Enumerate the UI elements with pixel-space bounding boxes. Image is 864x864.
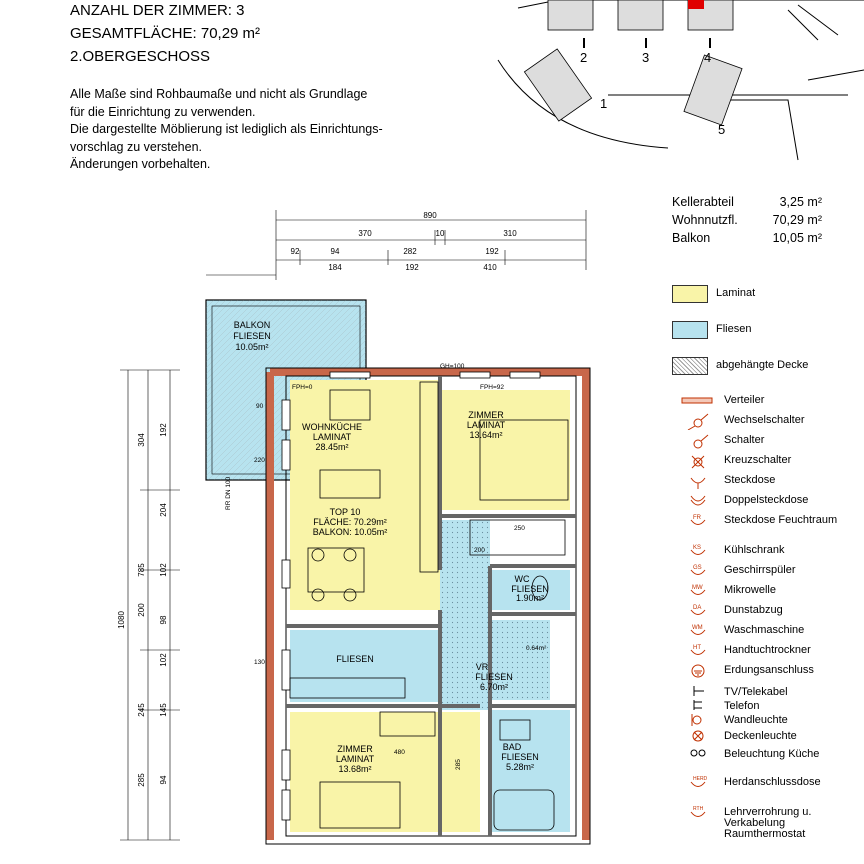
dimension-label: 370	[358, 229, 372, 238]
dimension-label: 98	[159, 615, 168, 625]
ceiling-swatch	[672, 357, 708, 375]
room-name: ZIMMER	[337, 744, 373, 754]
top-info: TOP 10	[329, 507, 361, 517]
legend-label: Geschirrspüler	[724, 564, 796, 576]
legend-label: Steckdose	[724, 474, 776, 486]
room-floor: LAMINAT	[466, 420, 506, 430]
fliesen-swatch	[672, 321, 708, 339]
double-socket-icon	[680, 492, 716, 510]
room-floor: LAMINAT	[335, 754, 375, 764]
legend-label: Wandleuchte	[724, 714, 788, 726]
dimension-label: 785	[137, 563, 146, 577]
room-name: WOHNKÜCHE	[302, 422, 362, 432]
legend-label: Steckdose Feuchtraum	[724, 514, 838, 526]
dimension-label: 92	[290, 247, 300, 256]
annotation: 250	[514, 525, 525, 532]
note-line: Änderungen vorbehalten.	[70, 157, 211, 171]
area-label: Balkon	[672, 231, 711, 245]
microwave-socket-icon	[680, 582, 716, 600]
wet-room-socket-icon	[680, 512, 716, 530]
annotation: 285	[455, 759, 462, 770]
room-floor: FLIESEN	[511, 584, 549, 594]
room-name: WC	[514, 574, 530, 584]
stove-connection-icon	[680, 774, 716, 792]
legend-label: Dunstabzug	[724, 604, 783, 616]
note-line: Alle Maße sind Rohbaumaße und nicht als Grundlage	[70, 87, 368, 101]
legend-label: Lehrverrohrung u. Verkabelung Raumthermostat	[724, 806, 812, 840]
dimension-label: 245	[137, 703, 146, 717]
legend-label: Mikrowelle	[724, 584, 776, 596]
site-label: 5	[718, 122, 726, 137]
dimension-label: 184	[328, 263, 342, 272]
legend-label: Schalter	[724, 434, 765, 446]
socket-icon	[680, 472, 716, 490]
annotation: 0.64m²	[526, 645, 547, 652]
svg-text:DA: DA	[693, 605, 702, 611]
switch-icon	[680, 432, 716, 450]
floor-plan	[0, 190, 660, 864]
left-dimensions	[120, 370, 180, 840]
legend	[672, 282, 862, 848]
top-dimensions	[206, 210, 586, 280]
dimension-label: 304	[137, 433, 146, 447]
room-area: 5.28m²	[505, 762, 535, 772]
svg-text:HT: HT	[693, 645, 701, 651]
annotation: 90	[256, 403, 264, 410]
site-plan	[488, 0, 864, 168]
legend-label: Kreuzschalter	[724, 454, 792, 466]
site-label: 3	[642, 50, 650, 65]
zimmer-2-floor	[290, 712, 480, 832]
room-area: 28.45m²	[315, 442, 349, 452]
dimension-label: 10	[435, 229, 445, 238]
room-floor: FLIESEN	[336, 654, 374, 664]
extractor-hood-socket-icon	[680, 602, 716, 620]
svg-text:GS: GS	[693, 565, 702, 571]
area-value: 10,05 m²	[772, 231, 822, 245]
area-value: 3,25 m²	[779, 195, 822, 209]
legend-label: Wechselschalter	[724, 414, 805, 426]
total-area: GESAMTFLÄCHE: 70,29 m²	[70, 25, 261, 42]
annotation: 200	[474, 547, 485, 554]
dimension-label: 890	[423, 211, 437, 220]
svg-text:MW: MW	[692, 585, 703, 591]
room-name: VR	[475, 662, 489, 672]
svg-text:RTH: RTH	[693, 806, 704, 812]
legend-label: Deckenleuchte	[724, 730, 797, 742]
washing-machine-socket-icon	[680, 622, 716, 640]
rooms-count: ANZAHL DER ZIMMER: 3	[70, 2, 245, 19]
room-area: 13.64m²	[469, 430, 503, 440]
dimension-label: 192	[159, 423, 168, 437]
kitchen-light-icon	[680, 746, 716, 762]
room-area: 1.90m²	[515, 593, 545, 603]
changeover-switch-icon	[680, 412, 716, 430]
annotation: GH=100	[440, 363, 465, 370]
dimension-label: 410	[483, 263, 497, 272]
legend-label: Herdanschlussdose	[724, 776, 821, 788]
room-area: 6.70m²	[479, 682, 509, 692]
ceiling-light-icon	[680, 728, 716, 744]
legend-label: Verteiler	[724, 394, 765, 406]
site-label: 2	[580, 50, 588, 65]
current-unit-marker	[688, 0, 704, 9]
legend-label: Fliesen	[716, 323, 752, 335]
dishwasher-socket-icon	[680, 562, 716, 580]
legend-label: abgehängte Decke	[716, 359, 809, 371]
distribution-board-icon	[680, 392, 716, 410]
legend-label: Doppelsteckdose	[724, 494, 809, 506]
room-area: 10.05m²	[235, 342, 269, 352]
site-label: 4	[704, 50, 712, 65]
annotation: FPH=0	[292, 384, 313, 391]
room-name: BALKON	[233, 320, 271, 330]
top-info: BALKON: 10.05m²	[312, 527, 388, 537]
room-floor: LAMINAT	[312, 432, 352, 442]
area-value: 70,29 m²	[772, 213, 822, 227]
legend-label: TV/Telekabel	[724, 686, 788, 698]
legend-label: Erdungsanschluss	[724, 664, 814, 676]
disclaimer-notes	[70, 86, 450, 174]
legend-label: Laminat	[716, 287, 756, 299]
tv-outlet-icon	[680, 684, 716, 698]
zimmer-1-floor	[440, 390, 570, 510]
legend-label: Kühlschrank	[724, 544, 785, 556]
annotation: FPH=92	[480, 384, 505, 391]
note-line: vorschlag zu verstehen.	[70, 139, 203, 154]
floor-level: 2.OBERGESCHOSS	[70, 48, 211, 65]
towel-dryer-socket-icon	[680, 642, 716, 660]
dimension-label: 192	[485, 247, 499, 256]
note-line: Die dargestellte Möblierung ist lediglich als Einrichtungs-	[70, 122, 383, 136]
svg-text:WM: WM	[692, 625, 703, 631]
annotation: 480	[394, 749, 405, 756]
dimension-label: 204	[159, 503, 168, 517]
legend-label: Beleuchtung Küche	[724, 748, 820, 760]
dimension-label: 145	[159, 703, 168, 717]
dimension-label: 285	[137, 773, 146, 787]
svg-text:FR: FR	[693, 515, 701, 521]
wall-light-icon	[680, 712, 716, 728]
dimension-label: 102	[159, 653, 168, 667]
annotation: 130	[254, 659, 265, 666]
top-info: FLÄCHE: 70.29m²	[313, 517, 387, 527]
room-area: 13.68m²	[338, 764, 372, 774]
legend-label: Handtuchtrockner	[724, 644, 811, 656]
room-floor: FLIESEN	[501, 752, 539, 762]
legend-label: Telefon	[724, 700, 760, 712]
annotation: RR DN 100	[225, 476, 232, 510]
area-summary	[672, 195, 822, 249]
svg-text:HERD: HERD	[693, 776, 708, 782]
room-name: ZIMMER	[468, 410, 504, 420]
dimension-label: 310	[503, 229, 517, 238]
dimension-label: 102	[159, 563, 168, 577]
room-floor: FLIESEN	[475, 672, 513, 682]
site-label: 1	[600, 96, 608, 111]
area-label: Kellerabteil	[672, 195, 734, 209]
dimension-label: 1080	[117, 611, 126, 629]
note-line: für die Einrichtung zu verwenden.	[70, 104, 256, 119]
fridge-socket-icon	[680, 542, 716, 560]
laminat-swatch	[672, 285, 708, 303]
dimension-label: 200	[137, 603, 146, 617]
dimension-label: 94	[330, 247, 340, 256]
phone-outlet-icon	[680, 698, 716, 712]
svg-text:KS: KS	[693, 545, 702, 551]
room-name: BAD	[502, 742, 522, 752]
thermostat-conduit-icon	[680, 804, 716, 822]
dimension-label: 282	[403, 247, 417, 256]
cross-switch-icon	[680, 452, 716, 470]
earthing-icon	[680, 662, 716, 680]
room-floor: FLIESEN	[233, 331, 271, 341]
area-label: Wohnnutzfl.	[672, 213, 738, 227]
wohnkueche-floor	[290, 380, 440, 610]
kitchen-tile-floor	[290, 630, 440, 702]
annotation: 220	[254, 457, 265, 464]
legend-label: Waschmaschine	[724, 624, 805, 636]
dimension-label: 192	[405, 263, 419, 272]
dimension-label: 94	[159, 775, 168, 785]
